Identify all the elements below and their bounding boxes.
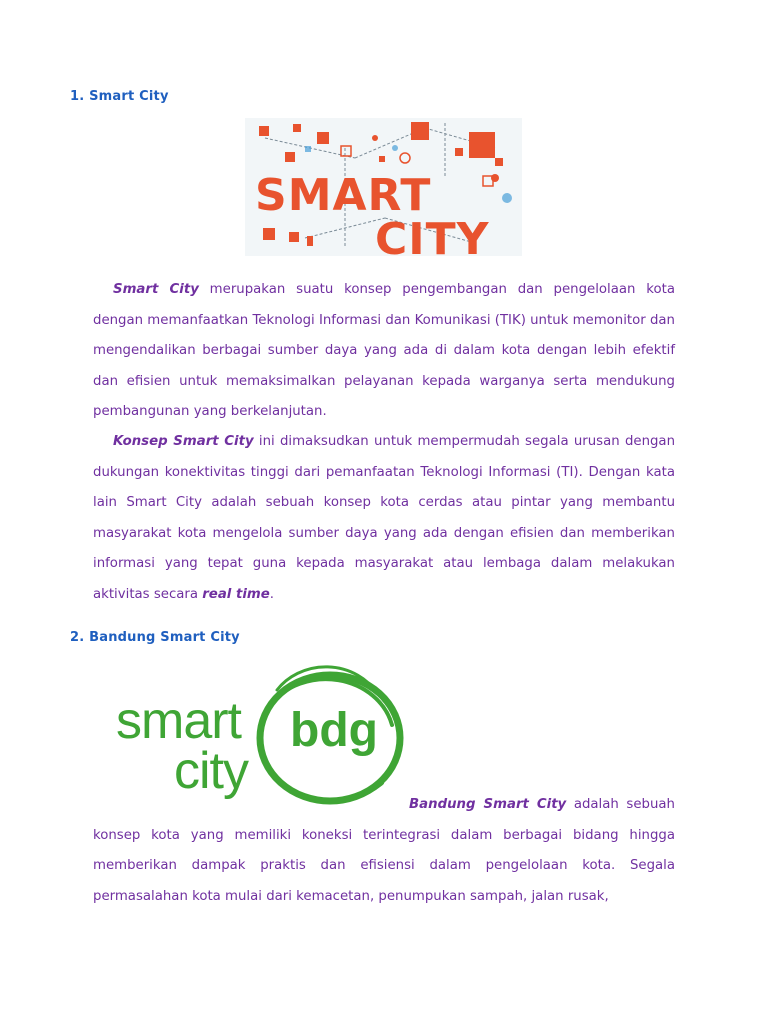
paragraph-end: . <box>269 586 275 602</box>
section-heading-smart-city: 1. Smart City <box>70 89 169 104</box>
logo-word-city: city <box>174 742 248 800</box>
paragraph-konsep-smart-city <box>93 427 675 610</box>
term-real-time: real time <box>202 586 270 602</box>
paragraph-text: ini dimaksudkan untuk mempermudah segala urusan dengan dukungan konektivitas tinggi dari pemanfaatan Teknologi Informasi (TI). Dengan kata lain Smart City adalah sebuah konsep kota cerdas atau pintar yang membantu masyarakat kota mengelola sumber daya yang ada dengan efisien dan memberikan informasi yang tepat guna kepada masyarakat atau lembaga dalam melakukan aktivitas secara <box>93 434 676 602</box>
term-smart-city: Smart City <box>113 282 199 297</box>
section-heading-bandung-smart-city: 2. Bandung Smart City <box>70 630 240 645</box>
illustration-word-city: CITY <box>375 214 490 256</box>
illustration-word-smart: SMART <box>255 170 432 221</box>
logo-word-bdg: bdg <box>290 704 378 757</box>
paragraph-text: merupakan suatu konsep pengembangan dan pengelolaan kota dengan memanfaatkan Teknologi Informasi dan Komunikasi (TIK) untuk memonitor dan mengendalikan berbagai sumber daya yang ada di dalam kota dengan lebih efektif dan efisien untuk memaksimalkan pelayanan kepada warganya serta mendukung pembangunan yang berkelanjutan. <box>93 282 675 419</box>
term-konsep-smart-city: Konsep Smart City <box>113 434 254 449</box>
paragraph-smart-city-definition <box>93 275 675 428</box>
smart-city-illustration <box>245 118 522 256</box>
logo-word-smart: smart <box>116 692 241 750</box>
term-bandung-smart-city: Bandung Smart City <box>409 797 567 812</box>
smart-city-bdg-logo <box>112 665 412 805</box>
paragraph-bandung-smart-city <box>93 790 675 912</box>
paragraph-text: adalah sebuah konsep kota yang memiliki koneksi terintegrasi dalam berbagai bidang hingga memberikan dampak praktis dan efisiensi dalam pengelolaan kota. Segala permasalahan kota mulai dari kemacetan, penumpukan sampah, jalan rusak, <box>93 797 675 904</box>
